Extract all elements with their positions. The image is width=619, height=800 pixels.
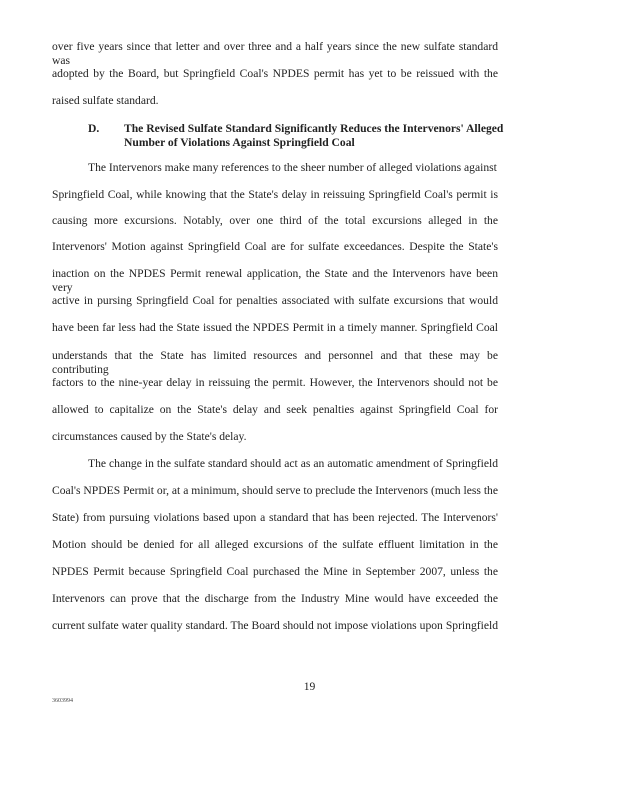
text-line: active in pursing Springfield Coal for penalties associated with sulfate excursions that would — [52, 294, 498, 307]
text-line: adopted by the Board, but Springfield Coal's NPDES permit has yet to be reissued with the — [52, 67, 498, 80]
text-line: current sulfate water quality standard. The Board should not impose violations upon Springfield — [52, 619, 498, 632]
text-line: allowed to capitalize on the State's delay and seek penalties against Springfield Coal for — [52, 403, 498, 416]
text-line: Springfield Coal, while knowing that the State's delay in reissuing Springfield Coal's permit is — [52, 188, 498, 201]
text-line: Intervenors' Motion against Springfield Coal are for sulfate exceedances. Despite the State's — [52, 240, 498, 253]
text-line: understands that the State has limited resources and personnel and that these may be contributing — [52, 349, 498, 376]
text-line: The change in the sulfate standard should act as an automatic amendment of Springfield — [88, 457, 498, 470]
text-line: factors to the nine-year delay in reissuing the permit. However, the Intervenors should not be — [52, 376, 498, 389]
text-line: over five years since that letter and over three and a half years since the new sulfate standard was — [52, 40, 498, 67]
text-line: have been far less had the State issued the NPDES Permit in a timely manner. Springfield Coal — [52, 321, 498, 334]
section-title-line2: Number of Violations Against Springfield Coal — [124, 136, 355, 149]
text-line: NPDES Permit because Springfield Coal purchased the Mine in September 2007, unless the — [52, 565, 498, 578]
text-line: causing more excursions. Notably, over one third of the total excursions alleged in the — [52, 214, 498, 227]
text-line: Intervenors can prove that the discharge from the Industry Mine would have exceeded the — [52, 592, 498, 605]
text-line: The Intervenors make many references to the sheer number of alleged violations against — [88, 161, 497, 174]
document-id: 3603994 — [52, 698, 73, 704]
text-line: Coal's NPDES Permit or, at a minimum, should serve to preclude the Intervenors (much less the — [52, 484, 498, 497]
section-letter: D. — [88, 122, 100, 135]
text-line: circumstances caused by the State's delay. — [52, 430, 247, 443]
page-number: 19 — [303, 680, 316, 693]
text-line: inaction on the NPDES Permit renewal application, the State and the Intervenors have been very — [52, 267, 498, 294]
text-line: Motion should be denied for all alleged excursions of the sulfate effluent limitation in the — [52, 538, 498, 551]
text-line: raised sulfate standard. — [52, 94, 159, 107]
text-line: State) from pursuing violations based upon a standard that has been rejected. The Intervenors' — [52, 511, 498, 524]
section-title-line1: The Revised Sulfate Standard Significantly Reduces the Intervenors' Alleged — [124, 122, 504, 135]
